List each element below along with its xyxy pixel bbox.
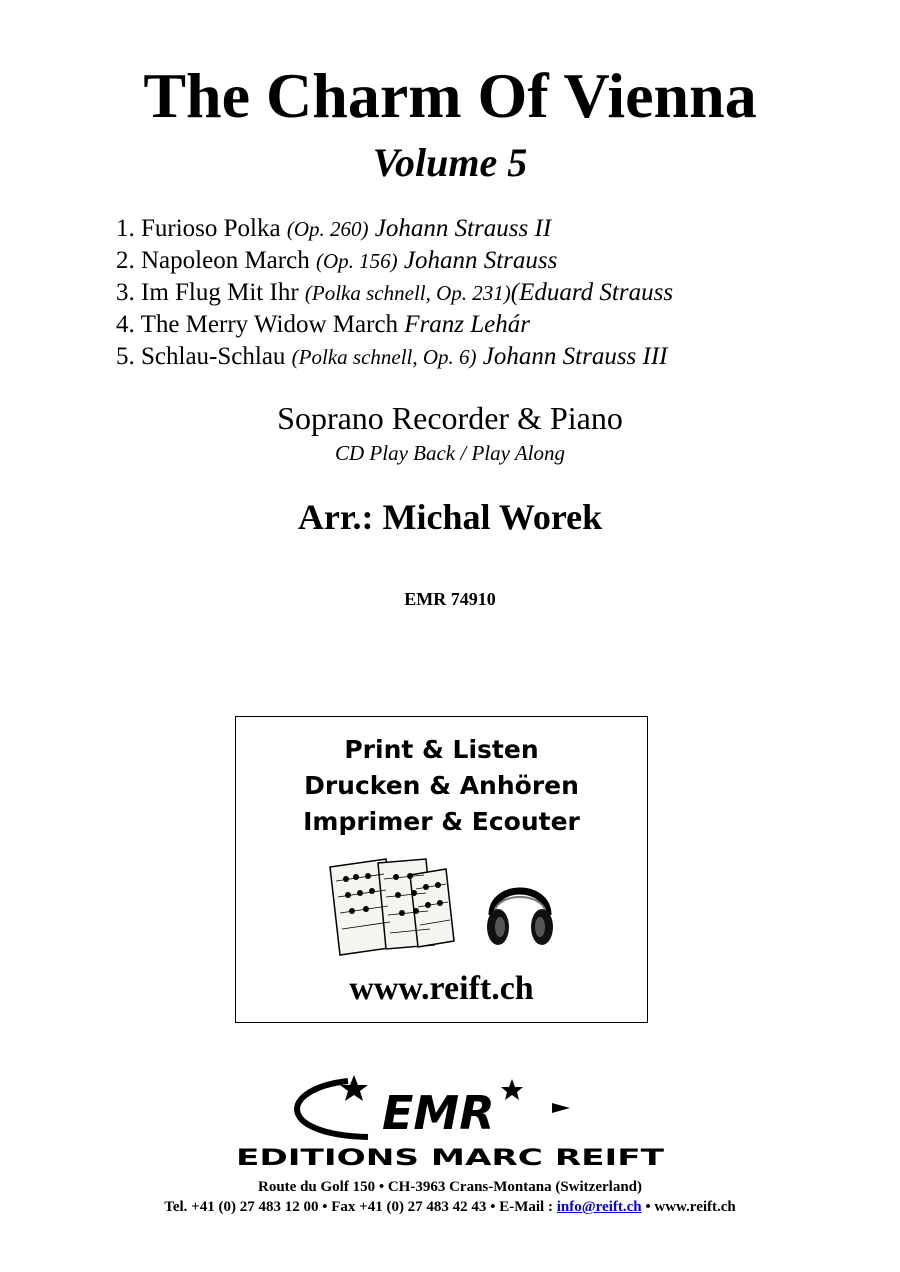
piece-composer: (Eduard Strauss — [510, 279, 674, 306]
list-item — [116, 277, 816, 309]
piece-number: 4. — [116, 311, 135, 338]
instrumentation: Soprano Recorder & Piano — [277, 400, 623, 436]
piece-name: Schlau-Schlau — [141, 343, 286, 370]
piece-opus: (Op. 156) — [315, 249, 398, 273]
svg-text:EMR: EMR — [382, 1086, 495, 1140]
piece-name: Napoleon March — [141, 247, 310, 274]
promo-line-english: Print & Listen — [344, 735, 539, 764]
piece-composer: Johann Strauss II — [374, 215, 552, 242]
piece-number: 5. — [116, 343, 135, 370]
volume-subtitle: Volume 5 — [372, 140, 528, 185]
list-item — [116, 213, 816, 245]
piece-name: The Merry Widow March — [140, 311, 399, 338]
emr-logo — [230, 1073, 670, 1173]
publisher-address: Route du Golf 150 • CH-3963 Crans-Montana (Switzerland) — [258, 1179, 642, 1195]
piece-opus: (Op. 260) — [286, 217, 369, 241]
cd-note: CD Play Back / Play Along — [335, 441, 565, 465]
list-item — [116, 309, 816, 341]
email-label: E-Mail : — [499, 1199, 553, 1215]
print-listen-box — [235, 716, 648, 1023]
piece-composer: Johann Strauss — [403, 247, 558, 274]
piece-number: 1. — [116, 215, 135, 242]
promo-line-german: Drucken & Anhören — [304, 771, 579, 800]
piece-list — [116, 213, 816, 373]
piece-name: Im Flug Mit Ihr — [141, 279, 299, 306]
promo-line-french: Imprimer & Ecouter — [303, 807, 580, 836]
piece-opus: (Polka schnell, Op. 231) — [304, 281, 511, 305]
piece-opus: (Polka schnell, Op. 6) — [291, 345, 477, 369]
fax: Fax +41 (0) 27 483 42 43 — [331, 1199, 487, 1215]
svg-text:EDITIONS MARC REIFT: EDITIONS MARC REIFT — [236, 1146, 664, 1171]
catalog-number: EMR 74910 — [404, 589, 496, 609]
piece-number: 3. — [116, 279, 135, 306]
promo-website: www.reift.ch — [349, 970, 534, 1007]
list-item — [116, 245, 816, 277]
email-link[interactable]: info@reift.ch — [556, 1199, 642, 1215]
website: www.reift.ch — [654, 1199, 736, 1215]
list-item — [116, 341, 816, 373]
phone: Tel. +41 (0) 27 483 12 00 — [164, 1199, 319, 1215]
sheet-music-icon — [326, 857, 456, 957]
piece-composer: Franz Lehár — [404, 311, 531, 338]
headphones-icon — [484, 869, 556, 949]
score-title: The Charm Of Vienna — [143, 60, 757, 131]
publisher-contact: Tel. +41 (0) 27 483 12 00 • Fax +41 (0) 27 483 42 43 • E-Mail : info@reift.ch • www.reift.ch — [164, 1199, 736, 1215]
piece-composer: Johann Strauss III — [482, 343, 668, 370]
arranger: Arr.: Michal Worek — [297, 497, 603, 537]
piece-name: Furioso Polka — [141, 215, 281, 242]
piece-number: 2. — [116, 247, 135, 274]
